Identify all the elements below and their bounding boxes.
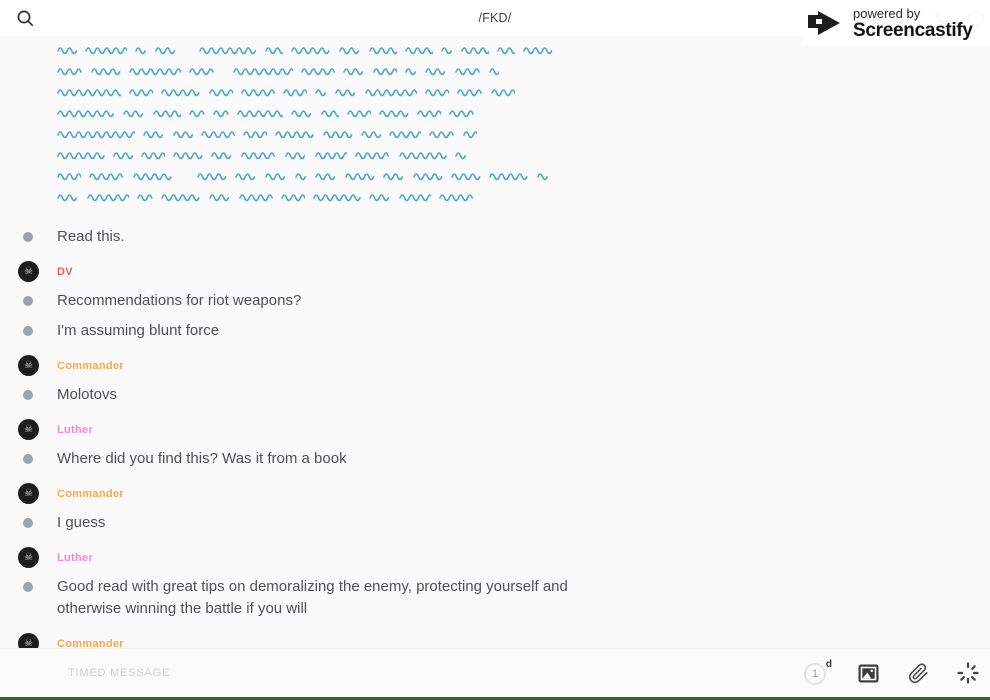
scrambled-text-line: [57, 84, 990, 105]
watermark-powered-by: powered by: [853, 5, 921, 21]
screencastify-watermark: [802, 0, 990, 46]
message-group: [0, 420, 990, 470]
message-status-dot: [23, 232, 33, 242]
message: [0, 226, 990, 248]
message-list[interactable]: [0, 36, 990, 648]
timer-value: 1: [804, 663, 826, 685]
username: Luther: [57, 552, 94, 564]
message: [0, 448, 990, 470]
message: [0, 320, 990, 342]
message-status-dot: [23, 518, 33, 528]
message-text: Recommendations for riot weapons?: [57, 292, 302, 309]
image-attach-icon[interactable]: [856, 661, 880, 685]
message-text: Molotovs: [57, 386, 118, 403]
paperclip-icon[interactable]: [906, 661, 930, 685]
username: Commander: [57, 488, 124, 500]
message-group: [0, 262, 990, 342]
avatar[interactable]: ☠: [18, 547, 39, 568]
scrambled-text-line: [57, 147, 990, 168]
scrambled-text-line: [57, 189, 990, 210]
message-text: Good read with great tips on demoralizing the enemy, protecting yourself and otherwise winning the battle if you will: [57, 578, 568, 617]
timed-message-duration-button[interactable]: [804, 660, 830, 686]
message-text: Where did you find this? Was it from a book: [57, 450, 347, 467]
message-text: Read this.: [57, 228, 125, 245]
message: [0, 384, 990, 406]
scrambled-text-line: [57, 126, 990, 147]
message-row: [0, 226, 990, 248]
composer-bar: [0, 648, 990, 700]
avatar[interactable]: ☠: [18, 355, 39, 376]
username: Commander: [57, 360, 124, 372]
username: DV: [57, 266, 73, 278]
scrambled-text-line: [57, 105, 990, 126]
message-text: I guess: [57, 514, 106, 531]
message-status-dot: [23, 454, 33, 464]
screencastify-logo-icon: [808, 7, 846, 39]
avatar[interactable]: ☠: [18, 261, 39, 282]
chat-title: /FKD/: [478, 11, 512, 25]
message-input[interactable]: [68, 667, 804, 679]
loading-spinner-icon: [956, 661, 980, 685]
message: [0, 512, 990, 534]
avatar[interactable]: ☠: [18, 419, 39, 440]
avatar[interactable]: ☠: [18, 483, 39, 504]
message-status-dot: [23, 582, 33, 592]
message-group: [0, 548, 990, 620]
message: [0, 290, 990, 312]
username: Luther: [57, 424, 94, 436]
message-status-dot: [23, 390, 33, 400]
message-group: [0, 634, 990, 648]
avatar[interactable]: ☠: [18, 633, 39, 648]
timer-unit: d: [825, 659, 832, 670]
scrambled-message: [57, 42, 990, 210]
message-status-dot: [23, 296, 33, 306]
message-group: [0, 356, 990, 406]
message: [0, 576, 990, 620]
message-status-dot: [23, 326, 33, 336]
message-group: [0, 484, 990, 534]
watermark-brand: Screencastify: [853, 19, 973, 41]
scrambled-text-line: [57, 63, 990, 84]
username: Commander: [57, 638, 124, 648]
scrambled-text-line: [57, 168, 990, 189]
message-text: I'm assuming blunt force: [57, 322, 220, 339]
